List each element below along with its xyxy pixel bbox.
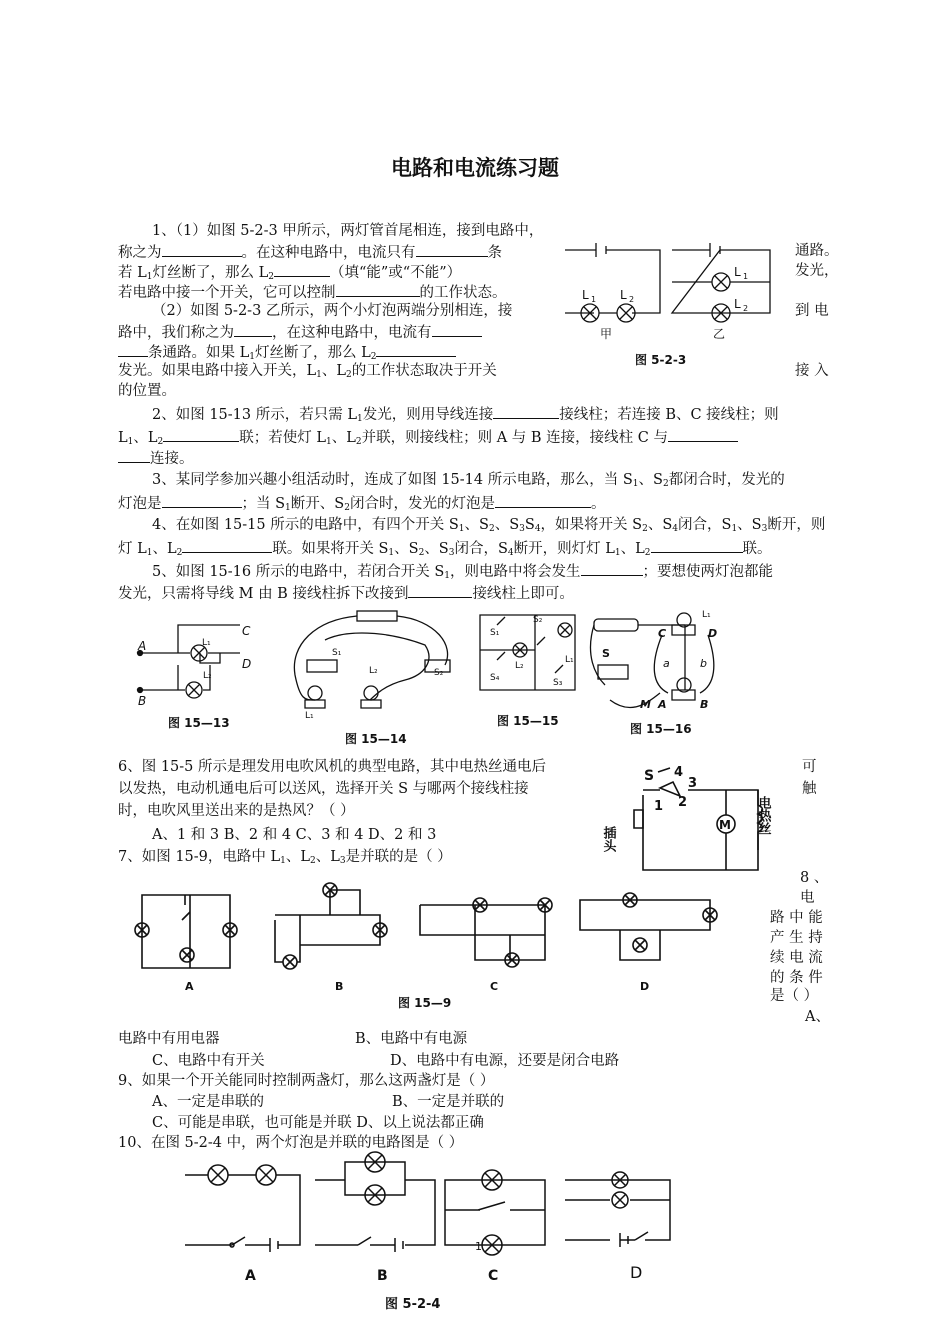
q1-line-c: 若 $L_1$灯丝断了，那么 $L_2$ （填“能”或“不能”） (118, 261, 461, 283)
q9-option-cd: C、可能是串联，也可能是并联 D、以上说法都正确 (152, 1115, 484, 1131)
svg-text:A: A (138, 639, 147, 653)
q1-line-b-right: 通路。 (795, 243, 839, 259)
blank[interactable] (182, 537, 272, 553)
battery-symbol (596, 243, 606, 257)
q7-line: 7、如图 15-9，电路中 $L_1$、$L_2$、$L_3$是并联的是（ ） (118, 849, 452, 866)
svg-text:C: C (488, 1268, 499, 1284)
svg-text:图 15—14: 图 15—14 (345, 732, 407, 746)
label-yi: 乙 (713, 327, 726, 341)
svg-text:3: 3 (688, 776, 698, 791)
svg-text:1: 1 (743, 272, 749, 281)
svg-text:S₁: S₁ (490, 628, 500, 638)
q3-line-b: 灯泡是 ；当 $S_1$断开、$S_2$闭合时，发光的灯泡是 。 (118, 492, 605, 514)
blank[interactable] (432, 321, 482, 337)
figure-15-16 (590, 605, 735, 740)
svg-text:D: D (242, 657, 252, 671)
svg-text:D: D (640, 980, 650, 993)
svg-text:图 15—13: 图 15—13 (168, 716, 230, 730)
q1-line-e: （2）如图 5-2-3 乙所示，两个小灯泡两端分别相连，接 (152, 303, 513, 319)
q1-line-f: 路中，我们称之为 ，在这种电路中，电流有 (118, 321, 482, 343)
q10-line: 10、在图 5-2-4 中，两个灯泡是并联的电路图是（ ） (118, 1135, 464, 1151)
svg-text:L: L (582, 288, 589, 302)
switch-s-icon (598, 665, 628, 679)
q1-line-c-right: 发光， (795, 263, 839, 279)
q1-line-d: 若电路中接一个开关，它可以控制 的工作状态。 (118, 281, 507, 303)
figure-15-9 (130, 880, 740, 1010)
q8-r2: 电 (800, 890, 815, 906)
svg-text:L: L (620, 288, 627, 302)
q9-line: 9、如果一个开关能同时控制两盏灯，那么这两盏灯是（ ） (118, 1073, 495, 1089)
battery-icon (357, 611, 397, 621)
blank[interactable] (118, 447, 150, 463)
q2-line-b: $L_1$、$L_2$ 联；若使灯 $L_1$、$L_2$并联，则接线柱；则 A 与 B 连接，接线柱 C 与 (118, 426, 738, 448)
figure-5-2-3 (560, 240, 780, 370)
q4-line-a: 4、在如图 15-15 所示的电路中，有四个开关 $S_1$、$S_2$、$S_3S_4$，如果将开关 $S_2$、$S_4$闭合，$S_1$、$S_3$断开，则 (152, 517, 826, 534)
svg-text:M: M (719, 818, 731, 832)
blank[interactable] (416, 241, 488, 257)
svg-text:图 15—16: 图 15—16 (630, 722, 692, 736)
circuit-jia-wire (565, 250, 660, 313)
svg-text:2: 2 (629, 295, 635, 304)
blank[interactable] (274, 261, 330, 277)
q8-option-a: 电路中有用电器 (118, 1031, 220, 1047)
svg-text:电热丝: 电热丝 (755, 796, 771, 835)
svg-text:1: 1 (591, 295, 597, 304)
blank[interactable] (376, 341, 456, 357)
svg-text:S₁: S₁ (332, 648, 342, 658)
svg-text:A: A (658, 698, 667, 711)
svg-text:C: C (490, 980, 499, 993)
svg-text:D: D (630, 1263, 643, 1282)
svg-text:B: B (377, 1268, 388, 1284)
blank[interactable] (118, 341, 148, 357)
battery-icon (594, 619, 638, 631)
blank[interactable] (163, 426, 239, 442)
svg-text:D: D (708, 627, 718, 640)
q6-line-b: 以发热，电动机通电后可以送风，选择开关 S 与哪两个接线柱接 (118, 781, 529, 797)
svg-text:L: L (734, 297, 741, 311)
plug-icon (634, 810, 643, 828)
q1-line-a: 1、（1）如图 5-2-3 甲所示，两灯管首尾相连，接到电路中， (152, 223, 544, 239)
blank[interactable] (162, 241, 242, 257)
blank[interactable] (162, 492, 242, 508)
svg-text:S₂: S₂ (434, 668, 444, 678)
svg-text:C: C (658, 627, 667, 640)
figure-15-5-hairdryer (600, 760, 788, 885)
svg-text:B: B (335, 980, 344, 993)
q1-line-g: 条通路。如果 $L_1$灯丝断了，那么 $L_2$ (118, 341, 456, 363)
figure-15-15 (475, 605, 585, 730)
svg-text:L: L (734, 265, 741, 279)
svg-text:2: 2 (743, 304, 749, 313)
svg-text:1: 1 (654, 799, 664, 814)
svg-text:B: B (138, 694, 147, 708)
svg-text:图 15—15: 图 15—15 (497, 714, 559, 728)
figure-15-13 (130, 605, 260, 730)
svg-text:b: b (700, 657, 707, 670)
bulb-l2-icon (364, 686, 378, 700)
svg-text:S: S (644, 768, 655, 784)
svg-text:A: A (185, 980, 194, 993)
q8-option-b: B、电路中有电源 (355, 1031, 468, 1047)
blank[interactable] (581, 560, 643, 576)
svg-text:L₁: L₁ (202, 638, 211, 648)
q4-line-b: 灯 $L_1$、$L_2$ 联。如果将开关 $S_1$、$S_2$、$S_3$闭合，$S_4$断开，则灯灯 $L_1$、$L_2$ 联。 (118, 537, 772, 559)
blank[interactable] (495, 492, 591, 508)
q8-r4: 产 生 持 (770, 930, 823, 946)
q1-line-h-right: 接 入 (795, 363, 829, 379)
q5-line-a: 5、如图 15-16 所示的电路中，若闭合开关 $S_1$，则电路中将会发生 ；要想使两灯泡都能 (152, 560, 773, 582)
q3-line-a: 3、某同学参加兴趣小组活动时，连成了如图 15-14 所示电路，那么，当 $S_1$、$S_2$都闭合时，发光的 (152, 472, 785, 489)
q6-line-a-right: 可 (802, 759, 817, 775)
q8-r3: 路 中 能 (770, 910, 823, 926)
q6-line-c: 时，电吹风里送出来的是热风？（ ） (118, 803, 355, 819)
svg-text:L₁: L₁ (305, 711, 314, 721)
switch-s1-icon (307, 660, 337, 672)
q8-r8: A、 (805, 1009, 830, 1025)
q6-line-a: 6、图 15-5 所示是理发用电吹风机的典型电路，其中电热丝通电后 (118, 759, 547, 775)
svg-text:S₂: S₂ (533, 615, 543, 625)
svg-text:插头: 插头 (600, 826, 616, 852)
blank[interactable] (668, 426, 738, 442)
blank[interactable] (336, 281, 420, 297)
figure-5-2-4 (180, 1150, 690, 1315)
svg-text:L₂: L₂ (369, 666, 378, 676)
blank[interactable] (651, 537, 743, 553)
q6-options: A、1 和 3 B、2 和 4 C、3 和 4 D、2 和 3 (152, 827, 437, 843)
svg-text:M: M (640, 698, 651, 711)
q8-r5: 续 电 流 (770, 950, 823, 966)
blank[interactable] (493, 403, 559, 419)
q9-option-b: B、一定是并联的 (392, 1094, 505, 1110)
svg-text:a: a (663, 657, 670, 670)
svg-text:1: 1 (475, 1240, 482, 1253)
svg-text:图 15—9: 图 15—9 (398, 996, 452, 1010)
q1-line-e-right: 到 电 (795, 303, 829, 319)
svg-text:L₁: L₁ (565, 655, 574, 665)
svg-text:L₂: L₂ (203, 671, 212, 681)
q6-line-b-right: 触 (802, 781, 817, 797)
q2-line-a: 2、如图 15-13 所示，若只需 $L_1$发光，则用导线连接 接线柱；若连接 B、C 接线柱；则 (152, 403, 779, 425)
q1-line-h: 发光。如果电路中接入开关，$L_1$、$L_2$的工作状态取决于开关 (118, 363, 497, 380)
q8-r7: 是（ ） (770, 988, 819, 1004)
figure-caption: 图 5-2-4 (385, 1297, 441, 1312)
svg-text:2: 2 (678, 795, 688, 810)
q2-line-c: 连接。 (118, 447, 194, 469)
q1-line-i: 的位置。 (118, 383, 176, 399)
q1-line-b: 称之为 。在这种电路中，电流只有 条 (118, 241, 502, 263)
figure-15-14 (285, 605, 460, 745)
q9-option-a: A、一定是串联的 (152, 1094, 264, 1110)
blank[interactable] (408, 582, 472, 598)
q8-option-d: D、电路中有电源，还要是闭合电路 (390, 1053, 620, 1069)
bulb-l1-icon (308, 686, 322, 700)
q8-option-c: C、电路中有开关 (152, 1053, 265, 1069)
svg-text:4: 4 (674, 765, 684, 780)
q8-r1: 8 、 (800, 870, 829, 886)
page-title: 电路和电流练习题 (391, 156, 559, 180)
svg-text:S₄: S₄ (490, 673, 500, 683)
q5-line-b: 发光，只需将导线 M 由 B 接线柱拆下改接到 接线柱上即可。 (118, 582, 574, 604)
svg-text:A: A (245, 1268, 256, 1284)
svg-text:L₂: L₂ (515, 661, 524, 671)
q8-r6: 的 条 件 (770, 970, 823, 986)
svg-text:S: S (602, 647, 610, 660)
svg-text:B: B (700, 698, 709, 711)
label-jia: 甲 (600, 327, 613, 341)
figure-caption: 图 5-2-3 (635, 353, 687, 367)
svg-text:L₁: L₁ (702, 610, 711, 620)
blank[interactable] (234, 321, 272, 337)
svg-text:C: C (242, 624, 251, 638)
svg-text:S₃: S₃ (553, 678, 563, 688)
